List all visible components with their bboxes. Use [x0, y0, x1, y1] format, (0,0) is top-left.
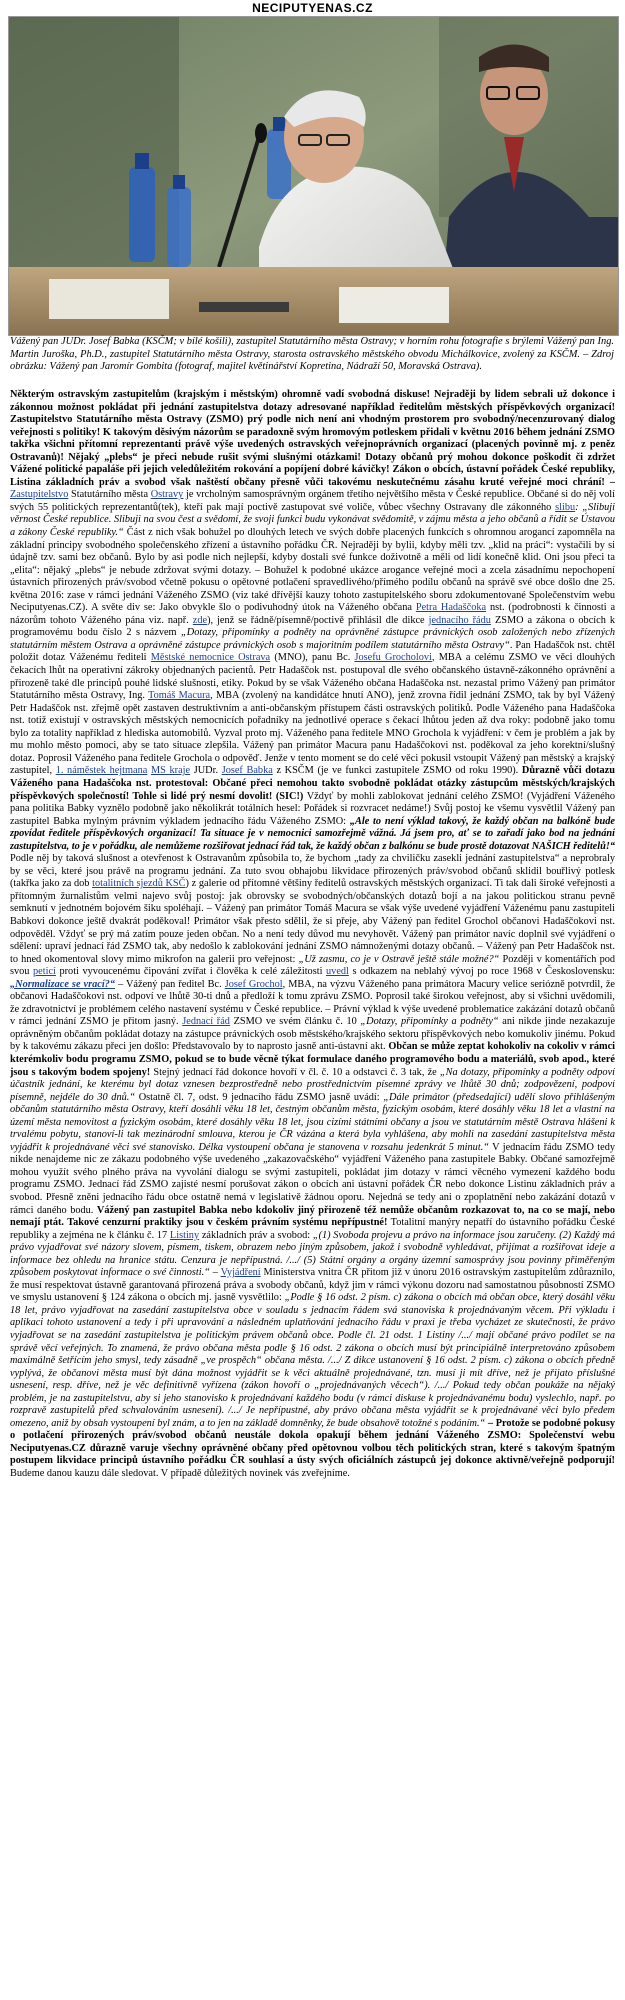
- photo-illustration: [9, 17, 618, 335]
- text-span: ani nikde jinde nezakazuje oprávněným občanům pokládat dotazy na zástupce právnických osob městského/krajského sektoru příspěvkových nebo komukoliv jinému. Pokud by k takovému zákazu přeci jen došlo: Představovalo by to naprosto jasně anti-ústavní akt.: [10, 1016, 615, 1053]
- bold-varovani: – Protože se podobné pokusy o potlačení přirozených práv/svobod občanů neustále dokola opakují během jednání Váženého ZSMO: Společenství webu Neciputyenas.CZ důrazně varuje všechny oprávněné občany před opětovnou volbou těch politických stran, které s takovým špatným postupem likvidace principů ústavního pořádku ČR souhlasí a ústy svých oficiálních zástupců jej dokonce aktivně/veřejně podporují!: [10, 1417, 615, 1467]
- link-jednaci-rad-2[interactable]: Jednací řád: [182, 1016, 230, 1028]
- link-uvedl[interactable]: uvedl: [326, 966, 349, 978]
- quote-hadascok: „Už zasmu, co je v Ostravě ještě stále možné?“: [298, 953, 500, 965]
- link-listiny[interactable]: Listiny: [169, 1229, 200, 1241]
- link-jednaci-rad[interactable]: jednacího řádu: [428, 614, 491, 626]
- text-span: z KSČM (je ve funkci zastupitele ZSMO od roku 1990).: [276, 765, 519, 777]
- quote-cl-7: „Dále primátor (předsedající) udělí slovo přihlášeným občanům statutárního města Ostravy, kteří dosáhli věku 18 let, čestným občanům města, fyzickým osobám, které dosáhly věku 18 let a vlastní na území města nemovitost a fyzickým osobám, které dosáhly věku 18 let, jsou cizími státními občany a jsou ve statutárním městě Ostrava hlášeni k trvalému pobytu, stanoví-li tak mezinárodní smlouva, kterou je ČR vázána a která byla vyhlášena, aby mohli na zasedání zastupitelstva města vyjádřit k projednávané věci své stanovisko. Délka vystoupení občana je stanovena v rozsahu jedenkrát 5 minut.“: [10, 1091, 615, 1153]
- bold-pravo-obcana: Občan se může zeptat kohokoliv na cokoliv v rámci kterémkoliv bodu programu ZSMO, pokud se to bude věcně týkat formulace daného programového bodu a materiálů, svob apod., které jsou s takovým bodem spojeny!: [10, 1041, 615, 1078]
- text-span: . Pan Hadaščok nst. chtěl položit dotaz Váženému řediteli: [10, 639, 615, 664]
- text-span: s odkazem na neblahý vývoj po roce 1968 v Československu:: [352, 966, 615, 978]
- text-span: Později v komentářích pod svou: [10, 953, 615, 978]
- text-span: Ostatně čl. 7, odst. 9 jednacího řádu ZSMO jasně uvádí:: [138, 1091, 380, 1103]
- photo-caption: Vážený pan JUDr. Josef Babka (KSČM; v bílé košili), zastupitel Statutárního města Ostravy; v horním rohu fotografie s brýlemi Vážený pan Ing. Martin Juroška, Ph.D., zastupitel Statutárního města Ostravy, starosta ostravského městského obvodu Michálkovice, zvolený za KSČM. – Zdroj obrázku: Vážený pan Jaromír Gombita (fotograf, majitel květinářství Kopretina, Nádraží 50, Moravská Ostrava).: [10, 336, 614, 373]
- text-span: Stejný jednací řád dokonce hovoří v čl. č. 10 a odstavci č. 3 tak, že: [153, 1066, 437, 1078]
- text-span: Totalitní manýry nepatří do ústavního pořádku České republiky a zejména ne k článku č. 17: [10, 1217, 615, 1241]
- text-span: proti vyvoucenému čipování zvířat i člověka k celé záležitosti: [59, 966, 323, 978]
- text-span: , MBA a celému ZSMO ve věci dlouhých čekacích lhůt na operativní zákroky objednaných pacientů. Petr Hadaščok nst. postupoval dle svého občanského ústavně-zákonného oprávnění a přirozeně také dle principů pouhé lidské slušnosti, etiky. Pokud by se však Váženého občana Hadaščoka nst. nezastal primo Vážený pan primátor Statutárního města Ostravy, Ing.: [10, 652, 615, 702]
- text-span: je vrcholným samosprávným orgánem třetího největšího města v České republice. Občané si do něj volí svých 55 politických reprezentantů(tek), kteří pak mají poctivě zastupovat své voliče, vůbec všechny Ostravany dle zákonného: [10, 489, 615, 513]
- text-span: ) z galerie od přítomné většiny ředitelů ostravských městských organizací. Ti tak dali široké veřejnosti a přítomným žurnalistům velmi najevo svůj postoj: jak obrovsky se svobodných/občanských dotazů bojí a na jakou politickou stranu pevně semknutí v jednotném bojovém šiku spoléhají. – Vážený pan primátor Tomáš Macura se však výše uvedené vyjádření Váženému panu zastupiteli Babkovi dokonce ještě dvakrát poděkoval! Primátor však přesto sdělil, že si přeje, aby Vážený pan ředitel Grochol občanovi Hadaščokovi nst. odpověděl. Vždyť se prý má zatím pouze jeden občan. No a není tedy důvod mu nevyhovět. Vážený pan primátor navíc doplnil své vyjádření o sdělení: upraví jednací řád ZSMO tak, aby nedošlo k zablokování jednání ZSMO námnoženými dotazy občanů. – Vážený pan Petr Hadaščok nst. to hned okomentoval slovy mimo mikrofon na galerii pro veřejnost:: [10, 878, 615, 965]
- link-ostravy[interactable]: Ostravy: [150, 489, 184, 501]
- article-body: [10, 389, 615, 1994]
- intro-text: Některým ostravským zastupitelům (krajským i městským) ohromně vadí svobodná diskuse! Nejraději by lidem sebrali už dokonce i zákonnou možnost pokládat při jednání zastupitelstva dotazy adresované například ředitelům městských příspěvkových organizací! Zastupitelstvo Statutárního města Ostravy (ZSMO) prý podle nich není ani vhodným prostorem pro svobodný/necenzurovaný dialog veřejnosti s politiky! K takovým děsivým názorům se paradoxně svým hromovým potleskem přidali v květnu 2016 během jednání ZSMO takřka všichni přítomní reprezentanti právě výše uvedených ostravských veřejnoprávních organizací (placených povinně mj. z peněz Ostravanů)! Nějaký „plebs“ je přeci nebude rušit svými slušnými otázkami! Dotazy občanů prý mohou dokonce poškodit či zdržet Vážené politické papaláše při jejich veledůležitém rokování a popíjení dobré kávičky! Zákon o obcích, ústavní pořádek České republiky, Listina základních práv a svobod však naštěstí občany přesně vůči takovému neskutečnému zásahu kruté veřejné moci chrání! –: [10, 389, 615, 488]
- link-totalitni-sjezdy[interactable]: totalitních sjezdů KSČ: [92, 878, 186, 890]
- link-zastupitelstvo[interactable]: Zastupitelstvo: [10, 489, 69, 501]
- text-span: Vždyť by mohli zablokovat jednání celého ZSMO! (Vyjádření Váženého pana politika Babky vyznělo podobně jako několikrát totálních hesel: Pořádek si rozvracet nedáme!) Svůj postoj ke všemu vysvětlil Vážený pan zastupitel Babka mylným právním výkladem jednacího řádu Váženého ZSMO:: [10, 790, 615, 827]
- quote-clanek-10: „Dotazy, připomínky a podněty“: [360, 1016, 499, 1028]
- text-span: ZSMO a zákona o obcích k programovému bodu číslo 2 s názvem: [10, 614, 615, 639]
- link-josef-grochol[interactable]: Josefu Grocholovi: [354, 652, 432, 664]
- text-span: Ministerstva vnitra ČR přitom již v únoru 2016 ostravským zastupitelům zdůraznilo, že musí respektovat ústavně garantovaná přirozená práva a svobody občanů, když jim v rámci výkonu dozoru nad samostatnou působností ZSMO ve smyslu ustanovení § 124 zákona o obcích mj. jasně vysvětlilo:: [10, 1267, 615, 1304]
- quote-odst-3: „Na dotazy, připomínky a podněty odpoví účastník jednání, ke kterému byl dotaz vznesen bezprostředně nebo prostřednictvím písemné zprávy ve lhůtě 30 dnů; zodpovězení, podpoví písemně, nejdéle do 30 dnů.“: [10, 1066, 615, 1103]
- text-span: , MBA, na výzvu Váženého pana primátora Macury velice seriózně potvrdil, že občanovi Hadaščokovi nst. odpoví ve lhůtě 30-ti dnů a předloží k tomu zprávu ZSMO. Poprosil také širokou veřejnost, aby si všichni uvědomili, že zdravotnictví je problémem celého nastavení systému v České republice. – Právní výklad k výše uvedené problematice zakázání dotazů občanů v rámci jednání ZSMO je přitom jasný.: [10, 978, 615, 1028]
- text-span: nst. (podrobnosti k činnosti a názorům tohoto Váženého pána viz. např.: [10, 602, 615, 626]
- link-petr-hadascok[interactable]: Petra Hadaščoka: [415, 602, 487, 614]
- quote-bod-programu: „Dotazy, připomínky a podněty na oprávněné zástupce právnických osob založených nebo zřízených statutárním městem Ostrava a oprávněné zástupce právnických osob s majoritním podílem statutárního města Ostravy“: [10, 627, 615, 651]
- text-span: JUDr.: [193, 765, 219, 777]
- link-namestek-hejtmana[interactable]: 1. náměstek hejtmana: [55, 765, 148, 777]
- text-span: V jednacím řádu ZSMO tedy nikde nenajdeme nic ze zákazu podobného výše uvedeného „zakazovačského“ vyjádření Váženého pana zastupitele Babky. Občané samozřejmě mohou využít svého plného práva na vyvolání dialogu se svými zastupiteli, pokládat jim dotazy v rámci věcného vymezení každého bodu programu ZSMO. Jednací řád ZSMO zajisté nesmí porušovat zákon o obcích ani ústavní pořádek ČR nebo dokonce Listinu základních práv a svobod. Přesně zněni jednacího řádu obce ostatně nemá v legislativě žádnou oporu. Nejedná se tedy ani o zpoplatnění nebo zakázání dotazů v rámci daného bodu.: [10, 1141, 615, 1216]
- link-zde[interactable]: zde: [192, 614, 208, 626]
- quote-listina: „(1) Svoboda projevu a právo na informace jsou zaručeny. (2) Každý má právo vyjadřovat své názory slovem, písmem, tiskem, obrazem nebo jiným způsobem, jakož i svobodně vyhledávat, přijímat a rozšiřovat ideje a informace bez ohledu na hranice státu. Cenzura je nepřípustná. /.../ (5) Státní orgány a orgány územní samosprávy jsou povinny přiměřeným způsobem poskytovat informace o své činnosti.“: [10, 1229, 615, 1279]
- link-mestska-nemocnice[interactable]: Městské nemocnice Ostrava: [150, 652, 271, 664]
- site-masthead: NECIPUTYENAS.CZ: [252, 1, 373, 15]
- bold-cenzura: Vážený pan zastupitel Babka nebo kdokoliv jiný přirozeně též nemůže občanům rozkazovat to, na co se mají, nebo nemají ptát. Takové cenzurní praktiky jsou v českém právním systému nepřípustné!: [10, 1204, 615, 1229]
- article-photo: [8, 16, 619, 336]
- link-josef-babka[interactable]: Josef Babka: [221, 765, 273, 777]
- link-ms-kraje[interactable]: MS kraje: [150, 765, 191, 777]
- link-slibu[interactable]: slibu: [555, 501, 576, 513]
- link-normalizace[interactable]: „Normalizace se vrací?“: [10, 978, 115, 990]
- article-paragraph: [10, 389, 615, 1481]
- text-span: ZSMO ve svém článku č. 10: [233, 1016, 357, 1028]
- closing-text: Budeme danou kauzu dále sledovat. V případě důležitých novinek vás zveřejníme.: [10, 1468, 350, 1480]
- quote-ministerstvo: „Podle § 16 odst. 2 písm. c) zákona o obcích má občan obce, který dosáhl věku 18 let, právo vyjadřovat na zasedání zastupitelstva obce v souladu s jednacím řádem svá stanoviska k projednávaným věcem. Při výkladu i aplikaci tohoto ustanovení a tedy i při upravování a následném uplatňování jednacího řádu v praxi je třeba vycházet ze skutečnosti, že právo vyjadřovat se na zasedání zastupitelstva je politickým právem občanů obce. Podle čl. 21 odst. 1 Listiny /.../ mají občané právo podílet se na správě věcí veřejných. To znamená, že právo občana města podle § 16 odst. 2 zákona o obcích musí být principiálně interpretováno způsobem maximálně šetřícím jeho smysl, tedy zásadně „ve prospěch“ občana města. /.../ Z dikce ustanovení § 16 odst. 2 písm. c) zákona o obcích předně vyplývá, že občanovi města musí být dána možnost vyjádřit se k věci aktuálně projednávané, tzn. musí ji mít dříve, než je přijato příslušné usnesení, resp. dříve, než je věc definitivně vyřízena (zákon hovoří o „projednávaných věcech“). /.../ Pokud tedy občan poukáže na nějaký problém, je na zastupitelstvu, aby si jeho stanovisko k projednávaní každého bodu (v rámci diskuse k projednávanému bodu) vyslechlo, např. po rozpravě zastupitelů před schvalováním usnesení). /.../ Je nepřípustné, aby právo občana města vyjádřit se k projednávané věci bylo předem omezeno, aniž by obsah vystoupení byl znám, a to jen na základě domněnky, že bude obsahově totožné s podáním.“: [10, 1292, 615, 1429]
- bold-protest: Důrazně vůči dotazu Váženého pana Hadaščoka nst. protestoval: Občané přeci nemohou takto svobodně pokládat otázky zástupcům městských/krajských příspěvkových společností! Tohle si lidé prý nesmí dovolit! (SIC!): [10, 765, 615, 802]
- text-span: Část z nich však bohužel po dlouhých letech ve svých dobře placených funkcích s ohromnou arogancí zapomněla na základní principy svobodného společenského zřízení a ústavního pořádku ČR. Nejraději by bylii, kdyby měli tzv. „klid na práci“: vystačili by si údajně tzv. sami bez občanů. Bylo by asi podle nich nejlepší, kdyby dostali své funkce doživotně a měli od lidí konečně klid. Oni jsou přeci ta „elita“: nějaký „plebs“ je nebude zdržovat svými dotazy. – Bohužel k podobné ukázce arogance veřejné moci a zcela zásadnímu nepochopení ústavních přirozených práv/svobod včetně pokusu o opětovné potlačení spravedlivého/přímého podílu občanů na správě své obce došlo dne 25. května 2016: zase v rámci jednání Váženého ZSMO (viz také dřívější kauzy tohoto zastupitelského sboru zdokumentované Společenstvím webu Neciputyenas.CZ). A světe div se: Jako obvykle šlo o podivuhodný útok na Váženého občana: [10, 527, 615, 614]
- text-span: Statutárního města: [71, 489, 149, 501]
- text-span: Podle něj by taková slušnost a otevřenost k Ostravanům způsobila to, že bychom „tady za chviličku zasekli jednání zastupitelstva“ a neprobraly by se věci, které jsou právě na programu jednání. Za tuto svou obhajobu likvidace přirozených práv/svobod občanů sklidil bouřlivý potlesk (takřka jako za dob: [10, 853, 615, 890]
- text-span: ), jenž se řádně/písemně/poctivě přihlásil dle dikce: [207, 614, 425, 626]
- text-span: , MBA (zvolený na kandidátce hnutí ANO), jenž zrovna řídil jednání ZSMO, tak by byl Vážený Petr Hadaščok nst. zřejmě opět zastaven destruktivním a anti-občanským přístupem části ostravských politiků. Podle Váženého pana Hadaščoka nst. totiž existují v ostravských městských nemocnicích pořadníky na jednotlivé operace s čekací lhůtou jeden až dva roky: podobně jako tomu bylo za totality například z hlediska automobilů. Vyzval proto mj. Váženého pana ředitele MNO Grochola k vyjádření: v čem je problém a jak by mu mohlo město pomoci, aby se tato situace zlepšila. Vážený pan primátor Macura panu Hadaščokovi nst. poděkoval za jeho korektní/slušný dotaz. Poprosil Váženého pana ředitele Grochola o odpověď. Jenže v tento moment se do celé věci pokusil vstoupit Vážený pan městský a krajský zastupitel,: [10, 690, 615, 777]
- quote-slib: : „Slibuji věrnost České republice. Slibuji na svou čest a svědomí, že svoji funkci budu vykonávat svědomitě, v zájmu města a jeho občanů a řídit se Ústavou a zákony České republiky.“: [10, 501, 615, 539]
- text-span: (MNO), panu Bc.: [274, 652, 351, 664]
- text-span: základních práv a svobod:: [201, 1229, 311, 1241]
- quote-babka: „Ale to není výklad takový, že každý občan na balkóně bude zpovídat ředitele příspěvkových organizací! Ta situace je v nemocnici samozřejmě vážná. Já jsem pro, ať se to zařadí jako bod na jednání zastupitelstva, to je v pořádku, ale nemůžeme rozšiřovat jednací řád tak, že každý občan z balkónu se bude prostě dotazovat NAŠICH ředitelů!“: [10, 815, 615, 852]
- text-span: –: [212, 1267, 218, 1279]
- link-josef-grochol-2[interactable]: Josef Grochol: [224, 978, 283, 990]
- link-petice[interactable]: peticí: [33, 966, 56, 978]
- text-span: – Vážený pan ředitel Bc.: [118, 978, 222, 990]
- link-vyjadreni[interactable]: Vyjádření: [220, 1267, 261, 1279]
- link-tomas-macura[interactable]: Tomáš Macura: [148, 690, 211, 702]
